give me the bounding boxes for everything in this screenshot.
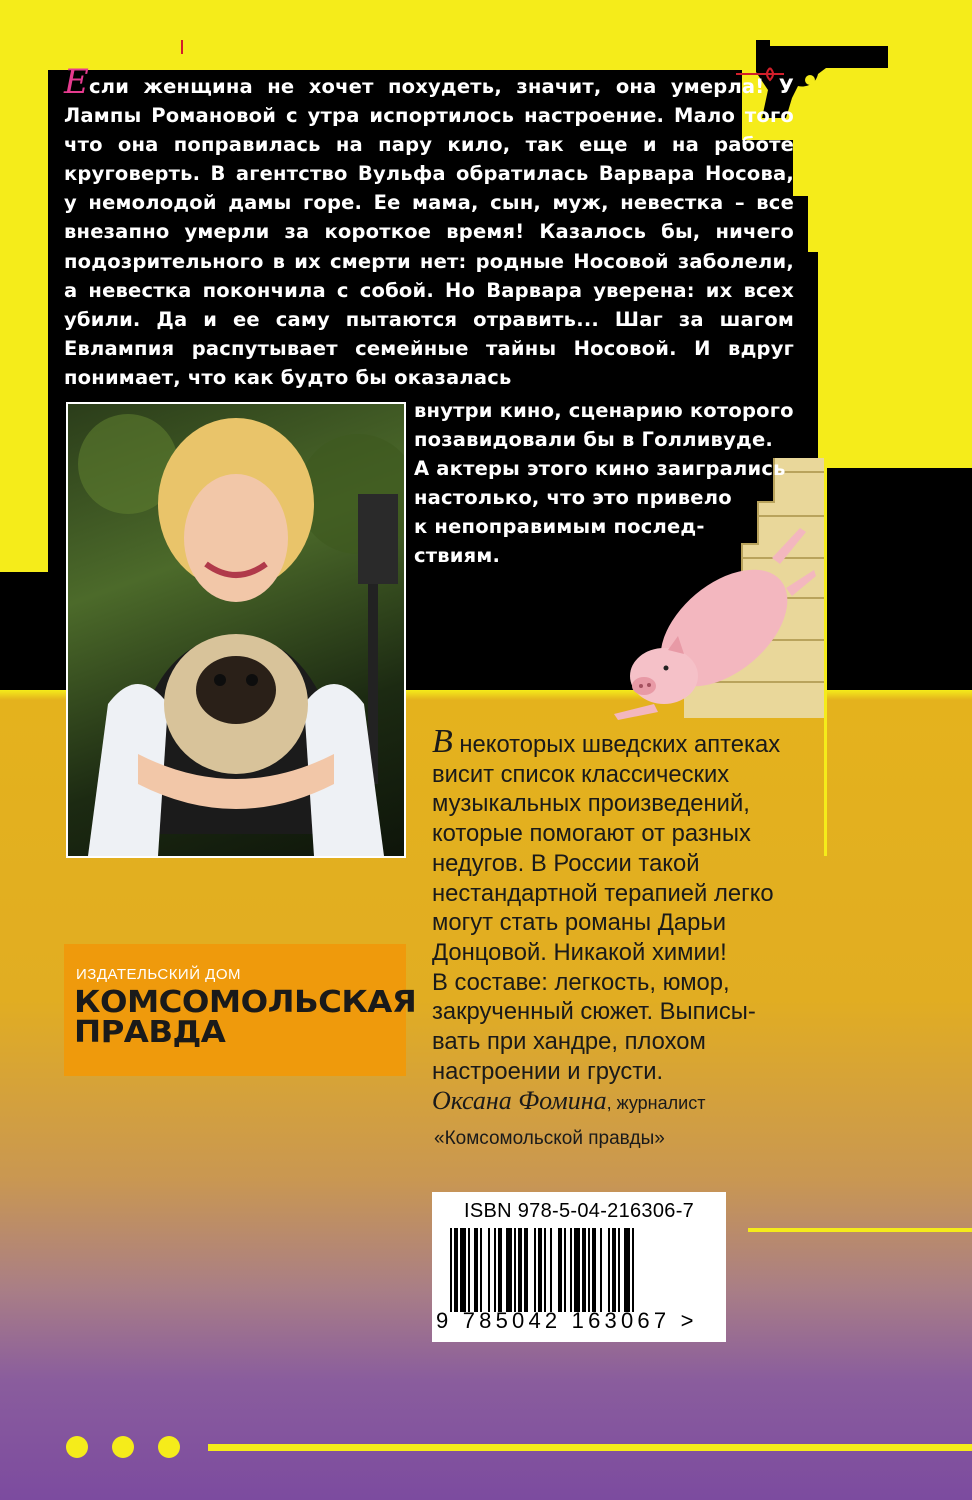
barcode-bar bbox=[524, 1228, 528, 1312]
publisher-name: КОМСОМОЛЬСКАЯ ПРАВДА bbox=[74, 985, 417, 1050]
barcode-bar bbox=[518, 1228, 522, 1312]
quote-author-name: Оксана Фомина bbox=[432, 1086, 607, 1115]
barcode-bar bbox=[454, 1228, 458, 1312]
vertical-accent-line bbox=[824, 372, 827, 856]
author-photo-illustration bbox=[68, 404, 404, 856]
book-synopsis bbox=[64, 62, 794, 392]
barcode-bar bbox=[494, 1228, 496, 1312]
barcode-bar bbox=[498, 1228, 502, 1312]
black-band-left bbox=[0, 572, 66, 690]
barcode-bar bbox=[450, 1228, 452, 1312]
decor-line-right bbox=[748, 1228, 972, 1232]
barcode-bars bbox=[450, 1228, 710, 1316]
quote-dropcap: В bbox=[432, 723, 453, 760]
synopsis-side-text: внутри кино, сценарию которого позавидовали бы в Голливуде. А актеры этого кино заигрались настолько, что это привело к непоправимым послед- ствиям. bbox=[414, 399, 794, 568]
barcode-bar bbox=[544, 1228, 546, 1312]
decor-line-bottom bbox=[208, 1444, 972, 1451]
barcode-bar bbox=[588, 1228, 590, 1312]
barcode-bar bbox=[608, 1228, 610, 1312]
barcode-bar bbox=[618, 1228, 620, 1312]
barcode-bar bbox=[550, 1228, 552, 1312]
decor-dot-3 bbox=[158, 1436, 180, 1458]
barcode-bar bbox=[564, 1228, 566, 1312]
red-tick-mark bbox=[181, 40, 183, 54]
barcode-bar bbox=[474, 1228, 478, 1312]
barcode-bar bbox=[538, 1228, 542, 1312]
barcode-bar bbox=[514, 1228, 516, 1312]
barcode-bar bbox=[480, 1228, 482, 1312]
quote-author-role: , журналист bbox=[606, 1093, 706, 1113]
synopsis-dropcap: Е bbox=[64, 62, 90, 102]
quote-source: «Комсомольской правды» bbox=[434, 1128, 665, 1149]
barcode-bar bbox=[624, 1228, 630, 1312]
barcode-bar bbox=[506, 1228, 512, 1312]
isbn-text: ISBN 978-5-04-216306-7 bbox=[464, 1200, 695, 1222]
barcode-bar bbox=[632, 1228, 634, 1312]
barcode-bar bbox=[582, 1228, 586, 1312]
barcode-digits: 9 785042 163067 > bbox=[436, 1308, 698, 1333]
decor-dot-1 bbox=[66, 1436, 88, 1458]
publisher-block bbox=[64, 944, 417, 1076]
quote-text: некоторых шведских аптеках висит список классических музыкальных произведений, которые помогают от разных недугов. В России такой нестандартной терапией легко могут стать романы Дарьи Донцовой. Никакой химии! В составе: легкость, юмор, закрученный сюжет. Выписы- вать при хандре, плохом настроении и грусти. bbox=[432, 731, 781, 1085]
review-quote bbox=[432, 723, 812, 1086]
barcode-bar bbox=[574, 1228, 580, 1312]
barcode-bar bbox=[592, 1228, 596, 1312]
author-photo bbox=[66, 402, 406, 858]
decor-dot-2 bbox=[112, 1436, 134, 1458]
barcode-bar bbox=[612, 1228, 616, 1312]
barcode-bar bbox=[534, 1228, 536, 1312]
barcode-bar bbox=[600, 1228, 602, 1312]
barcode-bar bbox=[468, 1228, 470, 1312]
synopsis-main-text: сли женщина не хочет похудеть, значит, она умерла! У Лампы Романовой с утра испортилось настроение. Мало того что она поправилась на пару кило, так еще и на работе круговерть. В агентство Вульфа обратилась Варвара Носова, у немолодой дамы горе. Ее мама, сын, муж, невестка – все внезапно умерли за короткое время! Казалось бы, ничего подозрительного в их смерти нет: родные Носовой заболели, а невестка покончила с собой. Но Варвара уверена: их всех убили. Да и ее саму пытаются отравить... Шаг за шагом Евлампия распутывает семейные тайны Носовой. И вдруг понимает, что как будто бы оказалась bbox=[64, 75, 794, 389]
publisher-label: ИЗДАТЕЛЬСКИЙ ДОМ bbox=[76, 966, 241, 983]
quote-author bbox=[432, 1086, 705, 1116]
barcode-bar bbox=[558, 1228, 562, 1312]
barcode-box bbox=[432, 1192, 726, 1342]
barcode-bar bbox=[460, 1228, 466, 1312]
barcode-bar bbox=[570, 1228, 572, 1312]
barcode-bar bbox=[488, 1228, 490, 1312]
